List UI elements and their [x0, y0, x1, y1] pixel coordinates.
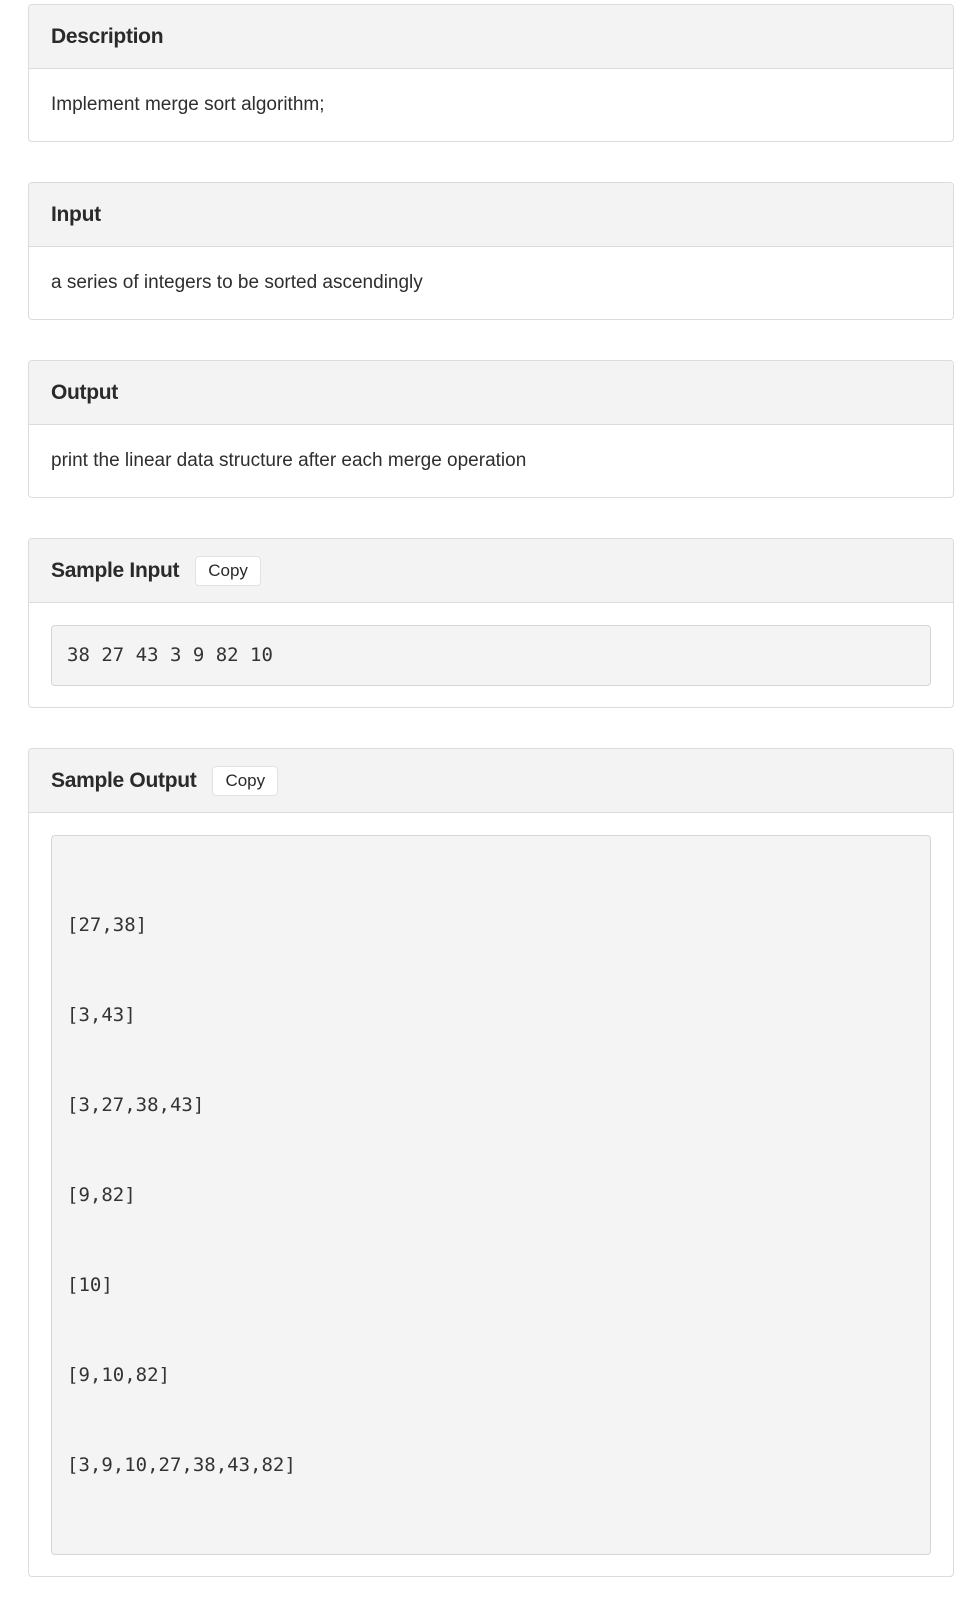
output-line: [3,9,10,27,38,43,82]: [67, 1454, 296, 1476]
description-panel: [28, 4, 954, 142]
input-title: Input: [51, 202, 101, 226]
output-line: [9,10,82]: [67, 1364, 170, 1386]
sample-input-header: [29, 539, 953, 603]
output-line: [10]: [67, 1274, 113, 1296]
copy-sample-output-button[interactable]: Copy: [212, 766, 278, 796]
sample-output-panel: [28, 748, 954, 1577]
output-line: [3,43]: [67, 1004, 136, 1026]
sample-input-panel: [28, 538, 954, 708]
sample-output-code: [51, 835, 931, 1555]
output-title: Output: [51, 380, 119, 404]
output-body: print the linear data structure after each merge operation: [51, 450, 527, 471]
input-panel: [28, 182, 954, 320]
sample-output-header: [29, 749, 953, 813]
copy-sample-input-button[interactable]: Copy: [195, 556, 261, 586]
output-panel: [28, 360, 954, 498]
sample-input-body: [29, 603, 953, 707]
sample-input-title: Sample Input: [51, 558, 180, 582]
input-body: a series of integers to be sorted ascendingly: [51, 272, 423, 293]
output-header: [29, 361, 953, 425]
description-body: Implement merge sort algorithm;: [51, 94, 325, 115]
output-line: [9,82]: [67, 1184, 136, 1206]
description-title: Description: [51, 24, 164, 48]
description-header: [29, 5, 953, 69]
sample-output-body: [29, 813, 953, 1576]
sample-input-code: 38 27 43 3 9 82 10: [51, 625, 931, 686]
input-header: [29, 183, 953, 247]
sample-output-title: Sample Output: [51, 768, 197, 792]
output-line: [27,38]: [67, 914, 148, 936]
problem-page: [28, 4, 954, 1617]
output-line: [3,27,38,43]: [67, 1094, 205, 1116]
